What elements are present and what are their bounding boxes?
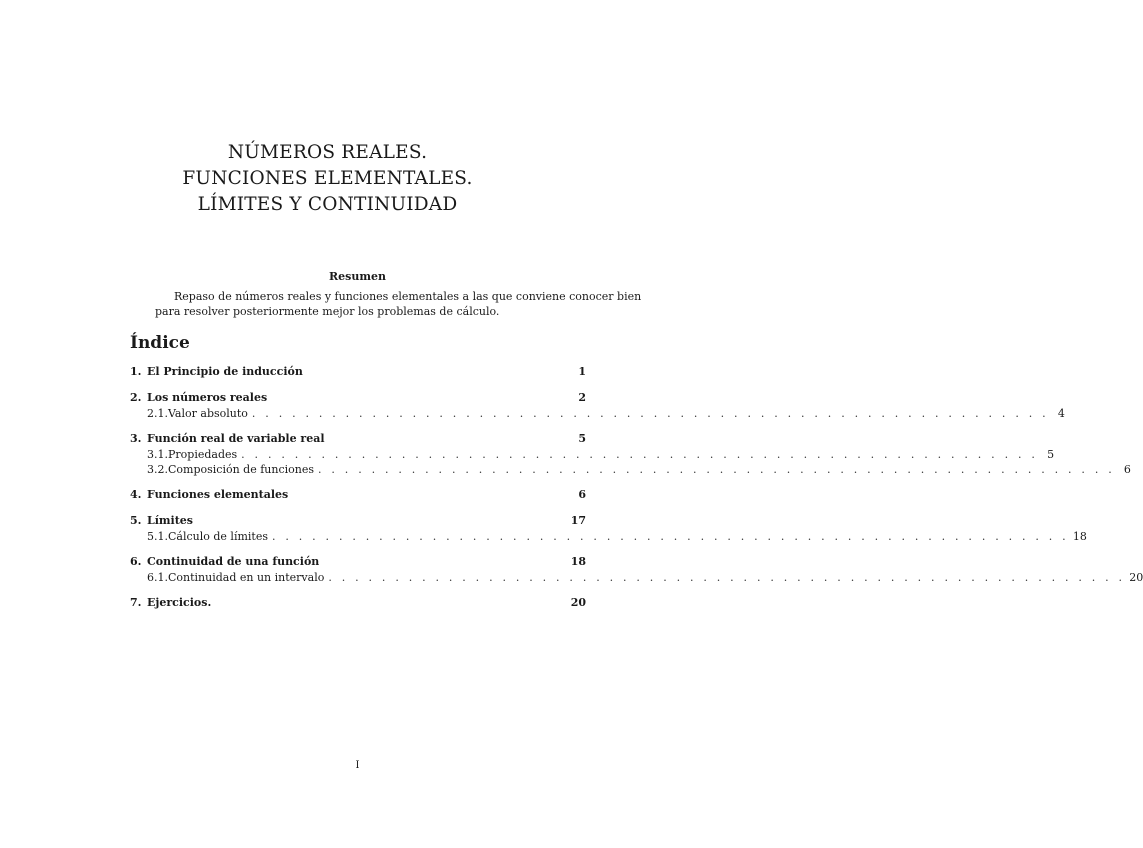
toc-section-title <box>130 487 288 503</box>
toc-subsection-label: Propiedades <box>168 448 238 461</box>
toc-section[interactable] <box>130 513 586 529</box>
abstract-heading: Resumen <box>329 270 386 283</box>
toc-section-page: 18 <box>570 555 586 568</box>
abstract-text <box>155 289 642 319</box>
toc-section-page: 5 <box>578 432 586 445</box>
toc-section-label: Continuidad de una función <box>147 555 320 568</box>
toc-subsection-page: 4 <box>1057 407 1065 420</box>
toc-section-page: 20 <box>570 596 586 609</box>
toc-subsection-number: 6.1. <box>147 571 168 584</box>
toc-subsection-page: 5 <box>1047 448 1055 461</box>
toc-subsection-label: Cálculo de límites <box>168 530 268 543</box>
abstract-line-2: para resolver posteriormente mejor los problemas de cálculo. <box>155 305 500 318</box>
toc-dot-leader: . . . . . . . . . . . . . . . . . . . . . . . . . . . . . . . . . . . . . . . . . . . . . . . . . . . . . . . . . . . . <box>251 407 1049 420</box>
toc-section-title <box>130 364 303 380</box>
toc-section-number: 7. <box>130 596 142 609</box>
page-number: I <box>355 760 360 771</box>
abstract-line-1: Repaso de números reales y funciones elementales a las que conviene conocer bien <box>174 290 642 303</box>
toc-subsection-page: 20 <box>1129 571 1143 584</box>
toc-section-number: 4. <box>130 488 142 501</box>
toc-section-title <box>130 595 211 611</box>
toc-subsection-page: 6 <box>1123 463 1131 476</box>
toc-subsection[interactable] <box>130 406 1065 421</box>
toc-section-title <box>130 554 319 570</box>
toc-subsection-label: Continuidad en un intervalo <box>168 571 325 584</box>
toc-section-page: 1 <box>578 365 586 378</box>
toc-section[interactable] <box>130 595 586 611</box>
toc-section-label: Ejercicios. <box>147 596 212 609</box>
toc-subsection[interactable] <box>130 462 1131 477</box>
toc-subsection-page: 18 <box>1072 530 1087 543</box>
toc-subsection[interactable] <box>130 570 1143 585</box>
toc-subsection[interactable] <box>130 529 1087 544</box>
toc-dot-leader: . . . . . . . . . . . . . . . . . . . . . . . . . . . . . . . . . . . . . . . . . . . . . . . . . . . . . . . . . . . . <box>241 448 1039 461</box>
toc-section-number: 1. <box>130 365 142 378</box>
title-line-3: LÍMITES Y CONTINUIDAD <box>197 194 458 215</box>
toc-section-label: Límites <box>147 514 194 527</box>
title-line-2: FUNCIONES ELEMENTALES. <box>182 168 473 189</box>
toc-subsection-label: Valor absoluto <box>168 407 248 420</box>
toc-section-title <box>130 431 325 447</box>
toc-section-title <box>130 390 267 406</box>
toc-section[interactable] <box>130 487 586 503</box>
toc-section-title <box>130 513 193 529</box>
toc-section-page: 6 <box>578 488 586 501</box>
toc-section-number: 5. <box>130 514 142 527</box>
toc-section-number: 3. <box>130 432 142 445</box>
toc-section[interactable] <box>130 390 586 406</box>
toc-subsection-number: 5.1. <box>147 530 168 543</box>
toc-section-label: El Principio de inducción <box>147 365 303 378</box>
toc-section-number: 6. <box>130 555 142 568</box>
toc-section-page: 2 <box>578 391 586 404</box>
title-line-1: NÚMEROS REALES. <box>227 142 428 163</box>
document-title <box>0 140 655 218</box>
toc-section-label: Función real de variable real <box>147 432 325 445</box>
toc-subsection-number: 3.1. <box>147 448 168 461</box>
toc-subsection-label: Composición de funciones <box>168 463 315 476</box>
toc-subsection-number: 2.1. <box>147 407 168 420</box>
toc-dot-leader: . . . . . . . . . . . . . . . . . . . . . . . . . . . . . . . . . . . . . . . . . . . . . . . . . . . . . . . . . . . . <box>328 571 1126 584</box>
toc-section[interactable] <box>130 364 586 380</box>
toc-dot-leader: . . . . . . . . . . . . . . . . . . . . . . . . . . . . . . . . . . . . . . . . . . . . . . . . . . . . . . . . . . . . <box>271 530 1069 543</box>
toc-subsection-number: 3.2. <box>147 463 168 476</box>
toc-heading: Índice <box>130 333 190 353</box>
toc-section-label: Los números reales <box>147 391 268 404</box>
toc-section-label: Funciones elementales <box>147 488 289 501</box>
toc-section[interactable] <box>130 554 586 570</box>
toc-section[interactable] <box>130 431 586 447</box>
toc-dot-leader: . . . . . . . . . . . . . . . . . . . . . . . . . . . . . . . . . . . . . . . . . . . . . . . . . . . . . . . . . . . . <box>318 463 1115 476</box>
toc-subsection[interactable] <box>130 447 1055 462</box>
toc-section-number: 2. <box>130 391 142 404</box>
table-of-contents <box>130 364 1143 611</box>
toc-section-page: 17 <box>570 514 586 527</box>
